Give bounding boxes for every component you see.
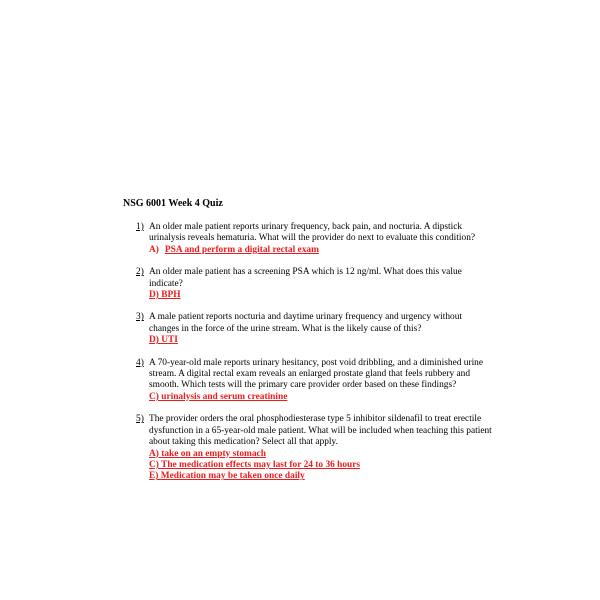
question-number: 2): [136, 267, 144, 278]
question-text: An older male patient reports urinary frequency, back pain, and nocturia. A dipstick urinalysis reveals hematuria. What will the provider do next to evaluate this condition?: [149, 222, 476, 244]
answer: D) BPH: [149, 290, 181, 301]
question-number: 3): [136, 312, 144, 323]
question-text: The provider orders the oral phosphodiesterase type 5 inhibitor sildenafil to treat erectile dysfunction in a 65-year-old male patient. What will be included when teaching this patient about taking this medication? Select all that apply.: [149, 414, 492, 448]
quiz-document: [123, 197, 493, 494]
question-number: 5): [136, 414, 144, 425]
question-text: An older male patient has a screening PSA which is 12 ng/ml. What does this value indicate?: [149, 267, 462, 289]
question-2: [123, 267, 493, 301]
answer: A) take on an empty stomach: [149, 448, 266, 459]
answer-letter: A): [149, 244, 159, 255]
question-number: 1): [136, 222, 144, 232]
answer: C) urinalysis and serum creatinine: [149, 391, 288, 402]
question-3: [123, 312, 493, 346]
answer: E) Medication may be taken once daily: [149, 471, 305, 482]
document-title: NSG 6001 Week 4 Quiz: [123, 198, 223, 209]
question-number: 4): [136, 357, 144, 368]
question-4: [123, 358, 493, 404]
question-text: A 70-year-old male reports urinary hesitancy, post void dribbling, and a diminished urine stream. A digital rectal exam reveals an enlarged prostate gland that feels rubbery and smooth. Which tests will the primary care provider order based on these findings?: [149, 357, 484, 391]
answer: C) The medication effects may last for 24 to 36 hours: [149, 459, 361, 470]
question-5: [123, 414, 493, 482]
answer: D) UTI: [149, 335, 178, 346]
answer: [149, 245, 493, 256]
question-1: [123, 222, 493, 256]
question-text: A male patient reports nocturia and daytime urinary frequency and urgency without changes in the force of the urine stream. What is the likely cause of this?: [149, 312, 463, 334]
answer-text: PSA and perform a digital rectal exam: [164, 244, 319, 255]
